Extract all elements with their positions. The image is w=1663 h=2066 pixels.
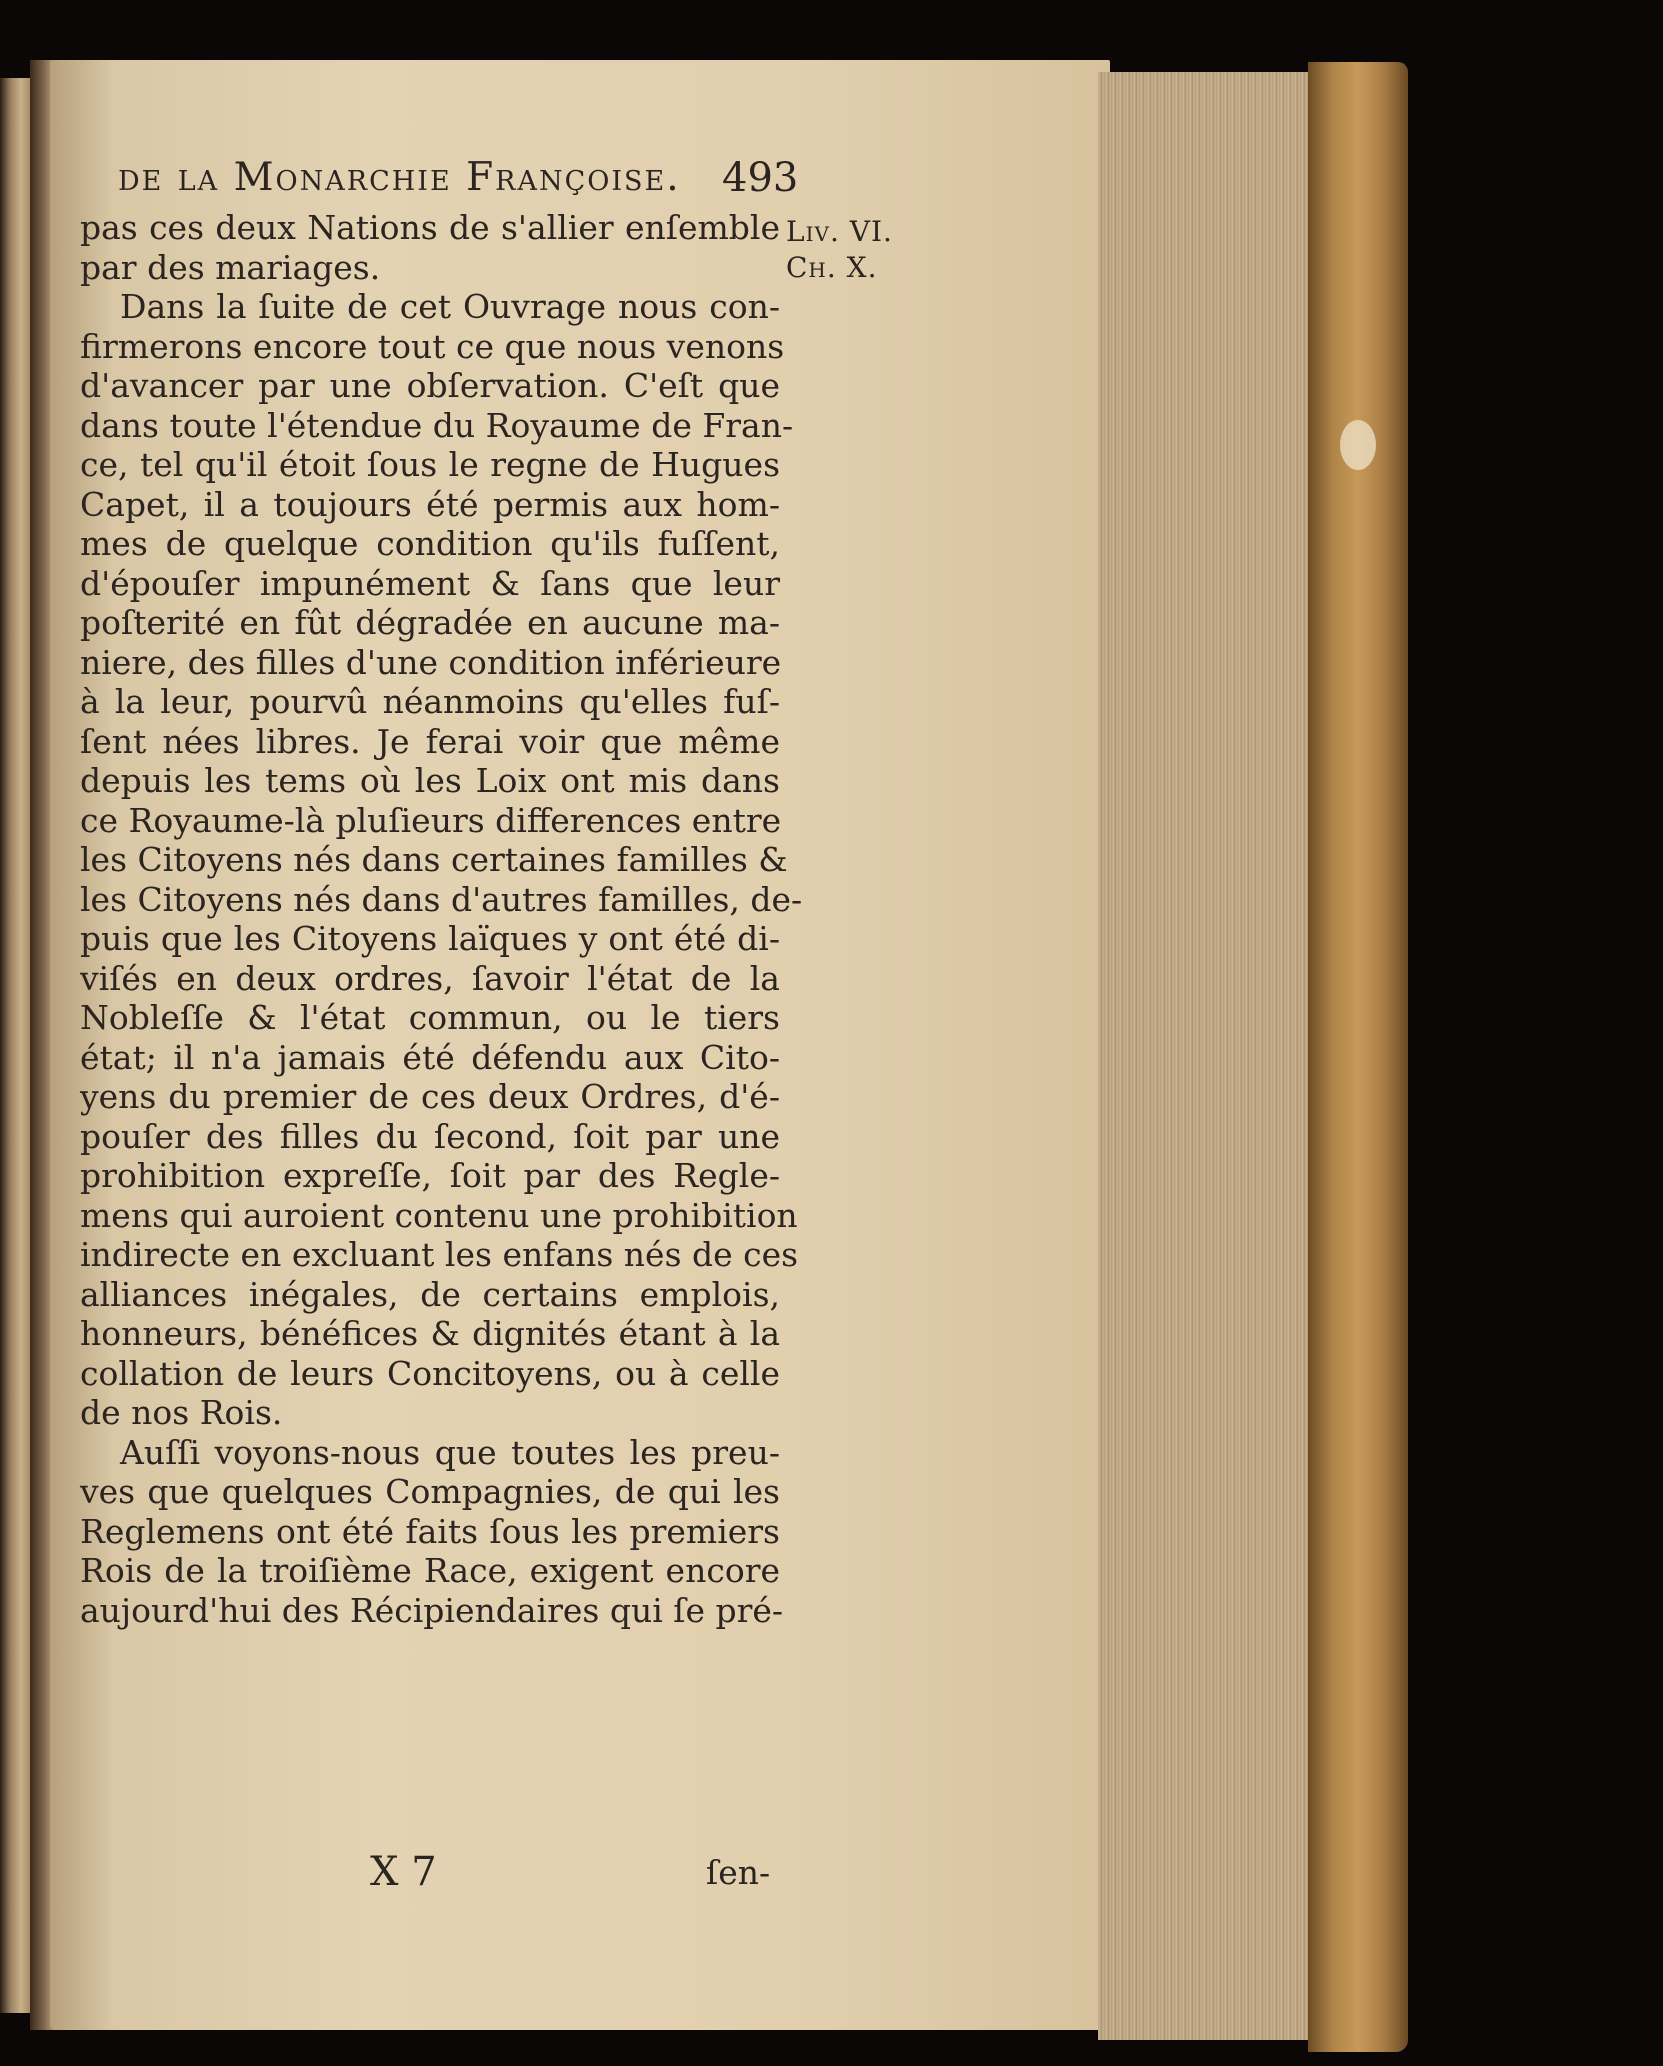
text-line: par des mariages. <box>80 247 381 287</box>
text-line: honneurs, bénéfices & dignités étant à la <box>80 1314 780 1353</box>
cover-board <box>1308 62 1408 2052</box>
text-line: collation de leurs Concitoyens, ou à celle <box>80 1353 780 1393</box>
text-line: ves que quelques Compagnies, de qui les <box>80 1472 780 1511</box>
text-line: viſés en deux ordres, ſavoir l'état de la <box>80 958 780 998</box>
text-line: Nobleſſe & l'état commun, ou le tiers <box>80 998 780 1037</box>
text-line: d'épouſer impunément & ſans que leur <box>80 563 780 603</box>
text-line: à la leur, pourvû néanmoins qu'elles fuſ- <box>80 682 780 721</box>
text-line: Auſſi voyons-nous que toutes les preu- <box>120 1432 780 1472</box>
page-number: 493 <box>722 155 799 201</box>
text-line: depuis les tems où les Loix ont mis dans <box>80 761 780 800</box>
text-line: mes de quelque condition qu'ils fuſſent, <box>80 524 780 563</box>
text-line: pas ces deux Nations de s'allier enſemble <box>80 208 780 247</box>
text-line: prohibition expreſſe, ſoit par des Regle- <box>80 1156 780 1195</box>
catchword: ſen- <box>706 1853 771 1892</box>
text-line: les Citoyens nés dans d'autres familles, de- <box>80 879 803 919</box>
text-line: puis que les Citoyens laïques y ont été di- <box>80 919 780 958</box>
text-line: alliances inégales, de certains emplois, <box>80 1274 780 1314</box>
text-line: Reglemens ont été faits ſous les premiers <box>80 1511 780 1551</box>
text-line: ce Royaume-là pluſieurs differences entre <box>80 800 782 840</box>
text-line: de nos Rois. <box>80 1393 283 1432</box>
margin-note-chapter: Ch. X. <box>786 251 878 284</box>
text-line: poſterité en fût dégradée en aucune ma- <box>80 603 780 642</box>
facing-page-edge <box>0 78 30 2013</box>
text-line: Dans la ſuite de cet Ouvrage nous con- <box>120 287 780 326</box>
text-line: d'avancer par une obſervation. C'eſt que <box>80 366 780 405</box>
text-line: dans toute l'étendue du Royaume de Fran- <box>80 405 794 445</box>
text-line: état; il n'a jamais été défendu aux Cito- <box>80 1037 780 1077</box>
text-line: indirecte en excluant les enfans nés de ces <box>80 1235 799 1274</box>
text-line: yens du premier de ces deux Ordres, d'é- <box>80 1077 780 1116</box>
page-block-fore-edge <box>1098 72 1313 2040</box>
text-line: firmerons encore tout ce que nous venons <box>80 326 785 366</box>
running-title: de la Monarchie Françoise. <box>118 155 681 200</box>
cover-wear-spot <box>1340 420 1376 470</box>
text-line: ce, tel qu'il étoit ſous le regne de Hugues <box>80 445 780 484</box>
text-line: niere, des filles d'une condition inférieure <box>80 642 782 682</box>
text-line: aujourd'hui des Récipiendaires qui ſe pré- <box>80 1590 784 1630</box>
body-text <box>80 208 803 1630</box>
text-line: Rois de la troiſième Race, exigent encore <box>80 1551 780 1590</box>
text-line: ſent nées libres. Je ferai voir que même <box>80 721 780 761</box>
text-line: Capet, il a toujours été permis aux hom- <box>80 484 780 524</box>
text-line: les Citoyens nés dans certaines familles & <box>80 840 788 879</box>
text-line: pouſer des filles du ſecond, ſoit par une <box>80 1116 780 1156</box>
text-line: mens qui auroient contenu une prohibition <box>80 1195 798 1235</box>
signature-mark: X 7 <box>370 1849 437 1895</box>
margin-note-book: Liv. VI. <box>786 215 893 248</box>
